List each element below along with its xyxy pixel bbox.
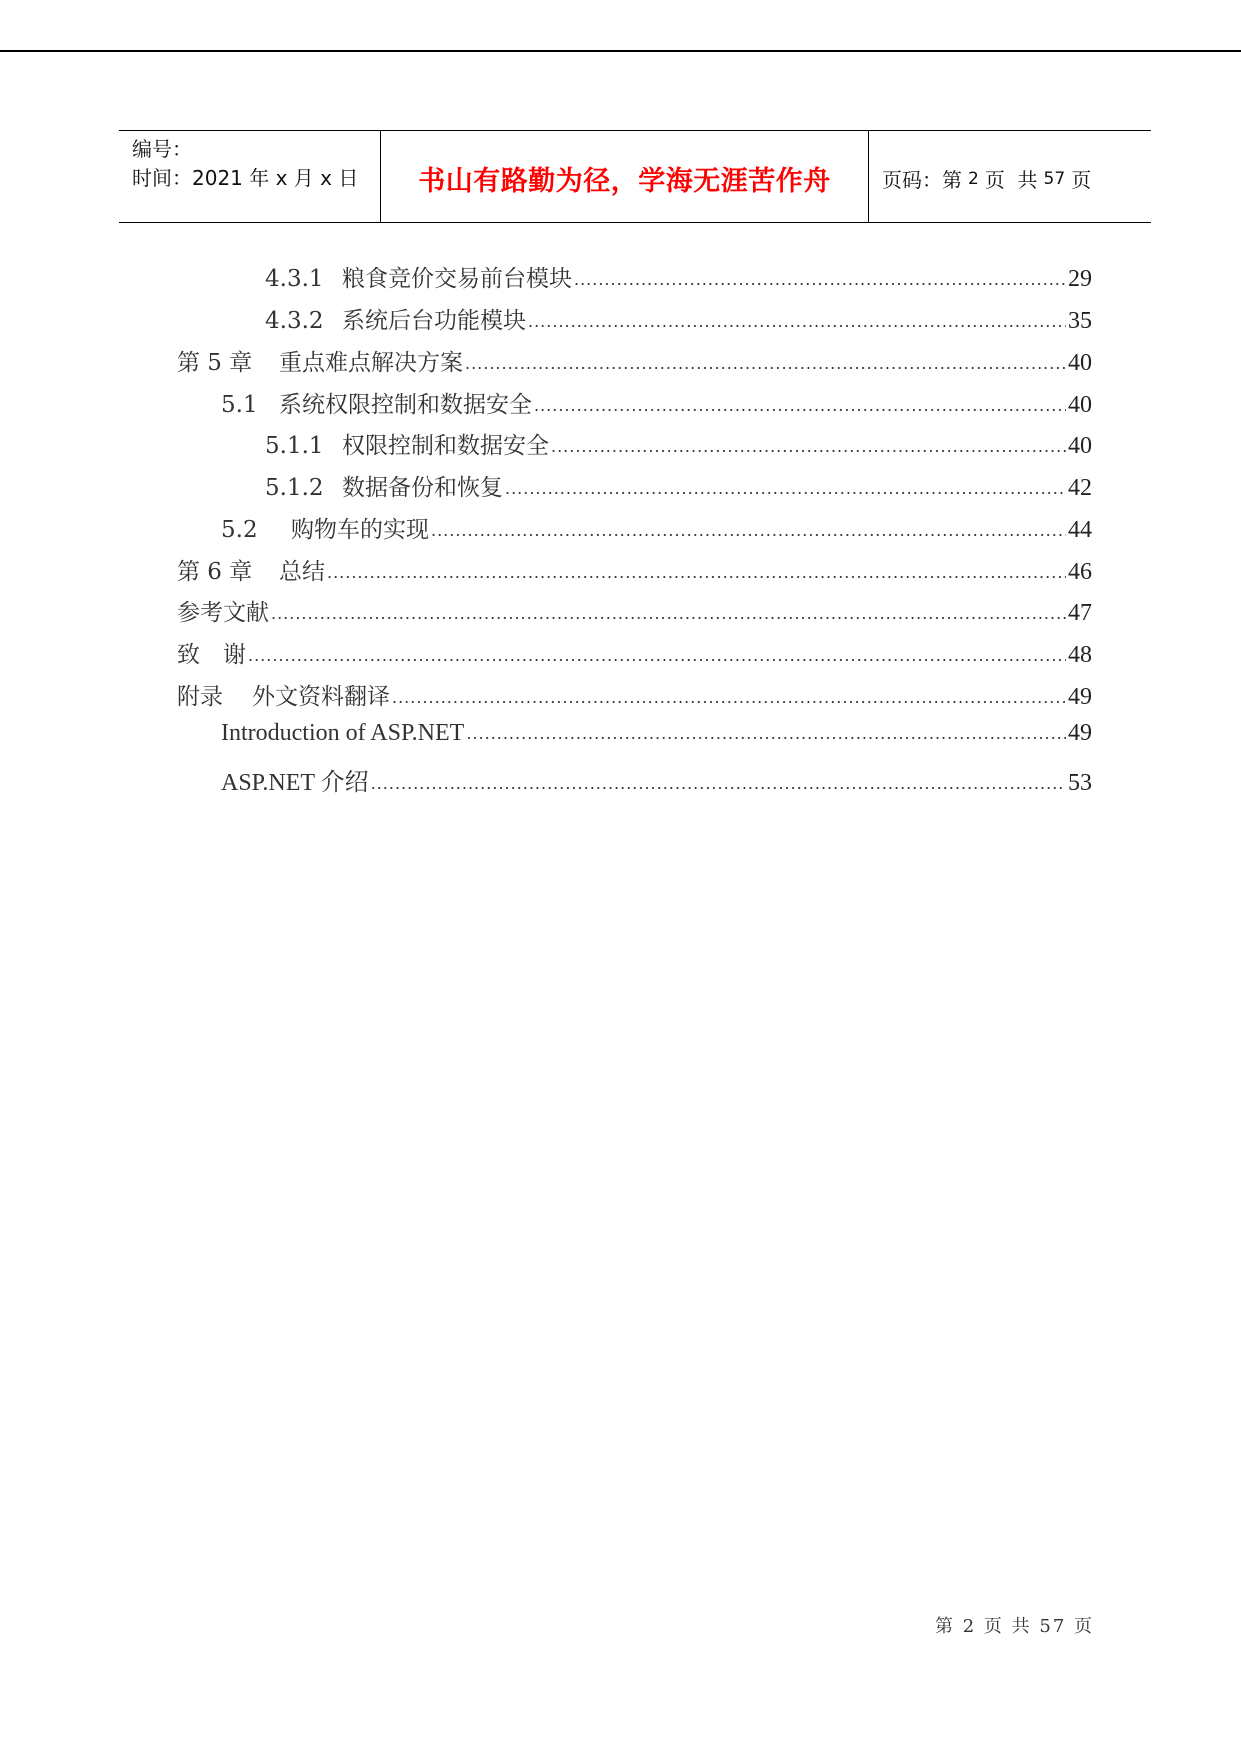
toc-entry[interactable] <box>221 511 1092 541</box>
top-rule <box>0 50 1241 52</box>
toc-entry-page: 40 <box>1068 392 1092 418</box>
toc-entry-page: 29 <box>1068 266 1092 292</box>
toc-entry[interactable] <box>265 427 1092 457</box>
toc-entry[interactable] <box>265 260 1092 290</box>
toc-entry-number: 5.2 <box>221 517 258 543</box>
toc-entry-page: 49 <box>1068 684 1092 710</box>
toc-entry-page: 44 <box>1068 517 1092 543</box>
toc-entry-page: 47 <box>1068 600 1092 626</box>
toc-entry[interactable] <box>221 386 1092 416</box>
toc-leader-dots <box>271 606 1066 622</box>
toc-entry-number: 5.1 <box>221 392 258 418</box>
page-prefix: 页码：第 <box>882 168 962 192</box>
toc-entry-page: 48 <box>1068 642 1092 668</box>
toc-entry[interactable] <box>177 594 1092 624</box>
toc-entry[interactable] <box>265 469 1092 499</box>
toc-entry-title: 重点难点解决方案 <box>279 350 463 376</box>
toc-entry-number: 5.1.1 <box>265 433 324 459</box>
serial-label: 编号： <box>132 137 192 161</box>
toc-entry[interactable] <box>177 678 1092 708</box>
toc-leader-dots <box>371 776 1066 792</box>
toc-entry-number: 5.1.2 <box>265 475 324 501</box>
toc-leader-dots <box>534 398 1066 414</box>
toc-entry-number: 附录 <box>177 684 223 710</box>
toc-entry-title: 总结 <box>279 559 325 585</box>
toc-entry-number: 第 6 章 <box>177 559 253 585</box>
toc-entry[interactable] <box>177 636 1092 666</box>
toc-entry-title: Introduction of ASP.NET <box>221 720 465 746</box>
toc-entry-page: 42 <box>1068 475 1092 501</box>
page-footer: 第 2 页 共 57 页 <box>935 1616 1094 1637</box>
toc-entry-page: 46 <box>1068 559 1092 585</box>
toc-entry-page: 40 <box>1068 433 1092 459</box>
toc-leader-dots <box>392 690 1066 706</box>
toc-leader-dots <box>327 565 1066 581</box>
toc-entry[interactable] <box>265 302 1092 332</box>
toc-leader-dots <box>248 648 1066 664</box>
page-number: 2 <box>968 168 979 189</box>
toc-entry-title: 系统权限控制和数据安全 <box>279 392 532 418</box>
toc-leader-dots <box>465 356 1066 372</box>
toc-entry-title: 外文资料翻译 <box>252 684 390 710</box>
toc-entry-title: ASP.NET 介绍 <box>221 770 369 796</box>
toc-entry-title: 致 谢 <box>177 642 246 668</box>
page-suffix: 页 <box>1071 168 1092 192</box>
toc-leader-dots <box>466 726 1066 742</box>
toc-entry[interactable] <box>177 344 1092 374</box>
toc-entry-page: 40 <box>1068 350 1092 376</box>
page-total: 57 <box>1043 168 1066 189</box>
toc-entry-title: 系统后台功能模块 <box>342 308 526 334</box>
toc-entry-number: 第 5 章 <box>177 350 253 376</box>
header-left-cell <box>119 131 381 222</box>
toc-entry[interactable] <box>221 720 1092 750</box>
toc-entry-number: 4.3.2 <box>265 308 324 334</box>
header-page-cell <box>869 131 1151 222</box>
time-label: 时间：2021 年 x 月 x 日 <box>132 166 359 190</box>
motto: 书山有路勤为径，学海无涯苦作舟 <box>418 166 831 197</box>
toc-leader-dots <box>551 439 1066 455</box>
toc-entry[interactable] <box>177 553 1092 583</box>
toc-leader-dots <box>574 272 1066 288</box>
toc-entry-title: 粮食竞价交易前台模块 <box>342 266 572 292</box>
toc-entry-title: 购物车的实现 <box>291 517 429 543</box>
toc-entry-page: 35 <box>1068 308 1092 334</box>
header-motto-cell <box>381 131 869 222</box>
document-header <box>119 130 1151 223</box>
toc-entry-title: 数据备份和恢复 <box>342 475 503 501</box>
toc-entry-title: 参考文献 <box>177 600 269 626</box>
toc-leader-dots <box>505 481 1066 497</box>
toc-leader-dots <box>528 314 1066 330</box>
toc-entry-page: 49 <box>1068 720 1092 746</box>
page-mid: 页 共 <box>984 168 1038 192</box>
toc-entry-number: 4.3.1 <box>265 266 324 292</box>
toc-leader-dots <box>431 523 1066 539</box>
toc-entry-title: 权限控制和数据安全 <box>342 433 549 459</box>
toc-entry[interactable] <box>221 762 1092 796</box>
toc-entry-page: 53 <box>1068 770 1092 796</box>
